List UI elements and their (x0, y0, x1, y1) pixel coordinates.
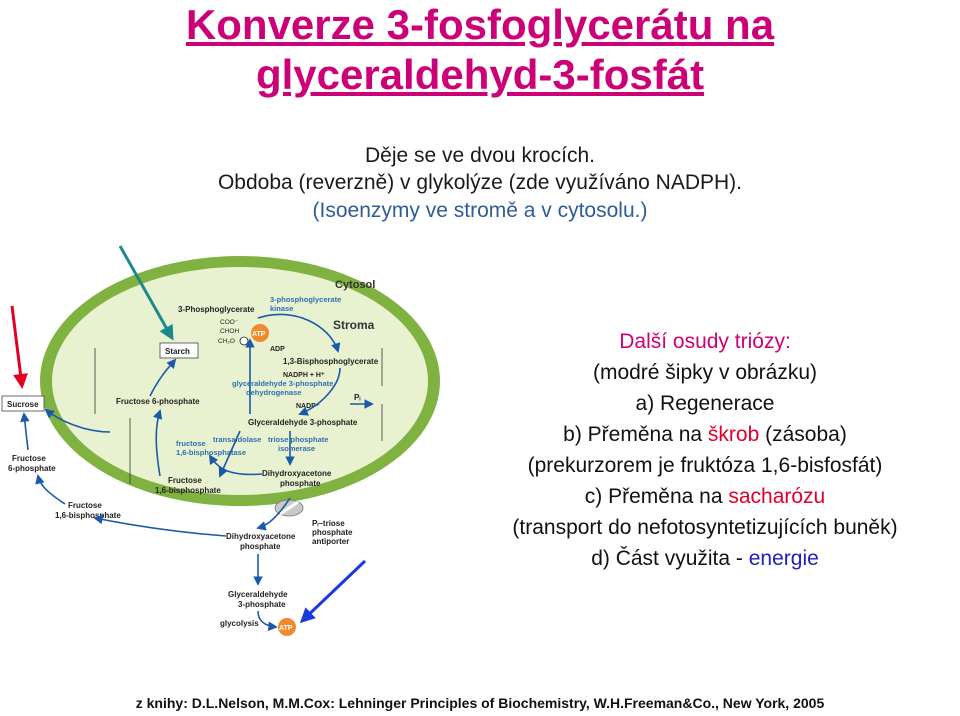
page-title-line-1: Konverze 3-fosfoglycerátu na (185, 1, 775, 48)
fbpase-label-1: fructose (176, 439, 206, 448)
cyt-f6p-label-2: 6-phosphate (8, 464, 56, 473)
notes-item-b-suffix: (zásoba) (759, 423, 847, 446)
intro-line-2: Obdoba (reverzně) v glykolýze (zde využíváno NADPH). (217, 171, 743, 194)
pointer-arrow-red (12, 306, 22, 386)
notes-item-d-highlight: energie (748, 547, 819, 570)
fbpase-label-2: 1,6-bisphosphatase (176, 448, 247, 457)
notes-item-a: a) Regenerace (635, 392, 775, 415)
label-f6p: Fructose 6-phosphate (116, 397, 200, 406)
notes-item-b (450, 419, 960, 450)
label-3pga: 3-Phosphoglycerate (178, 305, 255, 314)
antiporter-label-2: phosphate (312, 528, 353, 537)
cyt-fbp-label-2: 1,6-bisphosphate (55, 511, 121, 520)
citation: z knihy: D.L.Nelson, M.M.Cox: Lehninger Principles of Biochemistry, W.H.Freeman&Co., New York, 2005 (135, 695, 825, 711)
dhap-in-label-2: phosphate (280, 479, 321, 488)
adp-label: ADP (270, 346, 285, 353)
label-cytosol: Cytosol (335, 279, 376, 291)
nadp-label: NADP⁺ (296, 403, 320, 410)
phosphate-icon (240, 337, 248, 345)
gapdh-label-1: glyceraldehyde 3-phosphate (232, 379, 334, 388)
notes-item-c (450, 481, 960, 512)
intro-line-1: Děje se ve dvou krocích. (365, 144, 595, 167)
notes-panel (450, 326, 960, 574)
dhap-out-label-1: Dihydroxyacetone (226, 532, 296, 541)
notes-heading: Další osudy triózy: (619, 330, 791, 353)
page-title-line-2: glyceraldehyd-3-fosfát (255, 51, 705, 98)
label-bpg: 1,3-Bisphosphoglycerate (283, 357, 379, 366)
gap-out-label-1: Glyceraldehyde (228, 590, 288, 599)
fbp-label-2: 1,6-bisphosphate (155, 486, 221, 495)
struct-ch2op: CH₂O (218, 338, 235, 345)
atp2-label: ATP (279, 625, 293, 632)
notes-item-b-highlight: škrob (707, 423, 760, 446)
notes-subtitle: (modré šipky v obrázku) (592, 361, 818, 384)
cyt-fbp-label-1: Fructose (68, 501, 102, 510)
sucrose-label: Sucrose (7, 400, 39, 409)
notes-item-b-prefix: b) Přeměna na (563, 423, 708, 446)
starch-label: Starch (165, 347, 190, 356)
atp-label: ATP (252, 331, 266, 338)
antiporter-label-1: Pᵢ–triose (312, 519, 345, 528)
nadph-label: NADPH + H⁺ (283, 372, 325, 379)
pi-label: Pᵢ (354, 393, 361, 402)
cyt-f6p-label-1: Fructose (12, 454, 46, 463)
dhap-in-label-1: Dihydroxyacetone (262, 469, 332, 478)
fbp-label-1: Fructose (168, 476, 202, 485)
label-pga-kinase-2: kinase (270, 304, 294, 313)
dhap-out-label-2: phosphate (240, 542, 281, 551)
struct-choh: CHOH (220, 328, 240, 335)
notes-item-b-note: (prekurzorem je fruktóza 1,6-bisfosfát) (527, 454, 883, 477)
chloroplast-diagram (0, 236, 470, 656)
notes-item-c-note: (transport do nefotosyntetizujících buněk) (512, 516, 898, 539)
label-gap: Glyceraldehyde 3-phosphate (248, 418, 358, 427)
pointer-arrow-blue (302, 561, 365, 621)
gap-out-label-2: 3-phosphate (238, 600, 286, 609)
intro-line-3: (Isoenzymy ve stromě a v cytosolu.) (312, 199, 648, 222)
notes-item-d-prefix: d) Část využita - (591, 547, 749, 570)
aldolase-label: transaldolase (213, 435, 262, 444)
notes-item-c-prefix: c) Přeměna na (584, 485, 729, 508)
tpi-label-1: triose phosphate (268, 435, 329, 444)
tpi-label-2: isomerase (278, 444, 316, 453)
glycolysis-label: glycolysis (220, 619, 259, 628)
label-pga-kinase-1: 3-phosphoglycerate (270, 295, 342, 304)
notes-item-d (450, 543, 960, 574)
struct-coo: COO⁻ (220, 319, 239, 326)
gapdh-label-2: dehydrogenase (246, 388, 302, 397)
notes-item-c-highlight: sacharózu (728, 485, 826, 508)
antiporter-label-3: antiporter (312, 537, 350, 546)
label-stroma: Stroma (333, 318, 375, 332)
